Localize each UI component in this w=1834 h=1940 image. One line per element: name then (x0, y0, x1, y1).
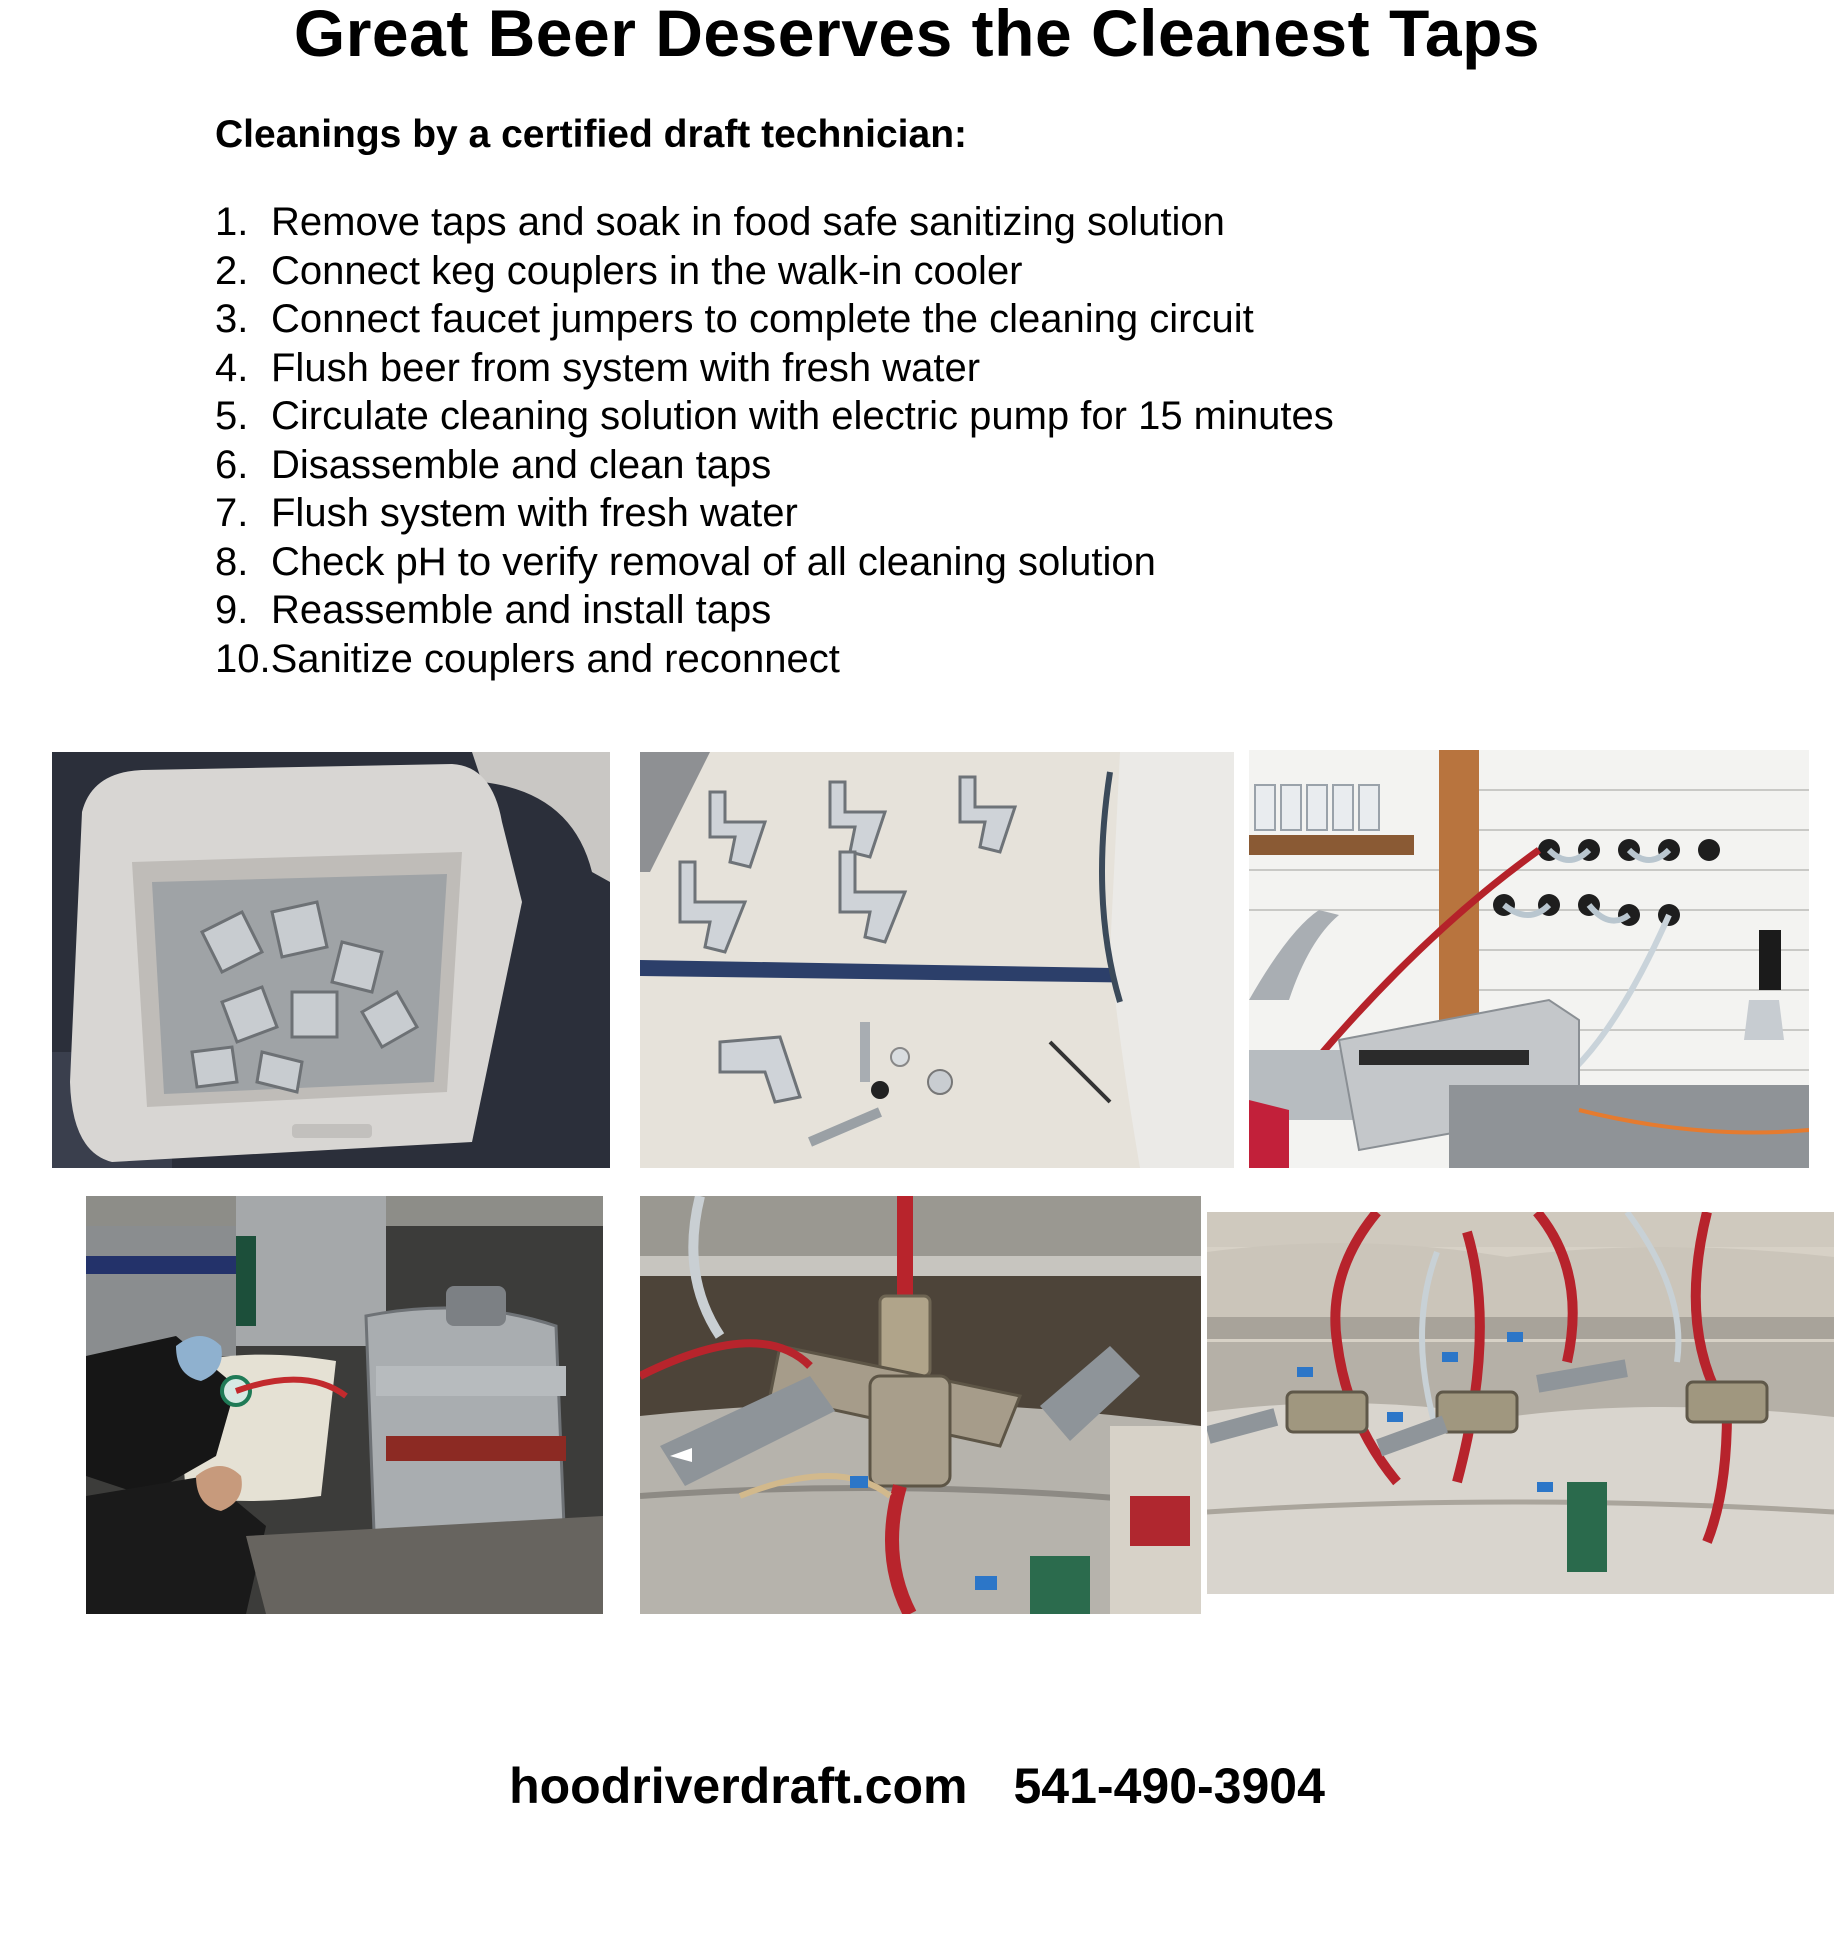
photo-keg-coupler-closeup (640, 1196, 1201, 1614)
list-item (215, 392, 1334, 441)
step-number: 1. (215, 200, 249, 244)
step-number: 9. (215, 588, 249, 632)
list-item (215, 635, 1334, 684)
list-item (215, 198, 1334, 247)
step-text: Disassemble and clean taps (271, 442, 772, 487)
cleaning-steps-list (215, 198, 1334, 683)
step-text: Remove taps and soak in food safe sanitizing solution (271, 200, 1225, 244)
list-item (215, 344, 1334, 393)
step-text: Sanitize couplers and reconnect (270, 636, 840, 681)
step-number: 3. (215, 297, 249, 341)
step-number: 7. (215, 491, 249, 535)
list-item (215, 538, 1334, 587)
step-text: Flush beer from system with fresh water (271, 345, 981, 390)
step-number: 10. (215, 636, 271, 681)
step-text: Connect faucet jumpers to complete the cleaning circuit (271, 297, 1254, 341)
list-item (215, 586, 1334, 635)
step-text: Reassemble and install taps (271, 588, 772, 632)
subheading: Cleanings by a certified draft technician: (215, 113, 968, 156)
step-number: 8. (215, 539, 249, 584)
photo-taps-soaking-in-bucket (52, 752, 610, 1168)
step-text: Flush system with fresh water (271, 491, 798, 535)
step-text: Check pH to verify removal of all cleaning solution (271, 539, 1156, 584)
phone-number[interactable]: 541-490-3904 (1013, 1758, 1325, 1814)
step-text: Connect keg couplers in the walk-in cooler (271, 248, 1023, 293)
step-number: 2. (215, 248, 249, 293)
step-text: Circulate cleaning solution with electric pump for 15 minutes (271, 394, 1334, 438)
list-item (215, 247, 1334, 296)
step-number: 6. (215, 442, 249, 487)
step-number: 4. (215, 345, 249, 390)
list-item (215, 295, 1334, 344)
website-link[interactable]: hoodriverdraft.com (509, 1758, 968, 1814)
footer-contact (0, 1756, 1834, 1816)
photo-technician-connecting-coupler (86, 1196, 603, 1614)
page-title: Great Beer Deserves the Cleanest Taps (293, 0, 1541, 70)
photo-disassembled-taps-on-towel (640, 752, 1234, 1168)
photo-faucet-jumpers-and-pump (1249, 750, 1809, 1168)
list-item (215, 441, 1334, 490)
step-number: 5. (215, 394, 249, 438)
list-item (215, 489, 1334, 538)
photo-couplers-on-kegs-in-cooler (1207, 1212, 1834, 1594)
